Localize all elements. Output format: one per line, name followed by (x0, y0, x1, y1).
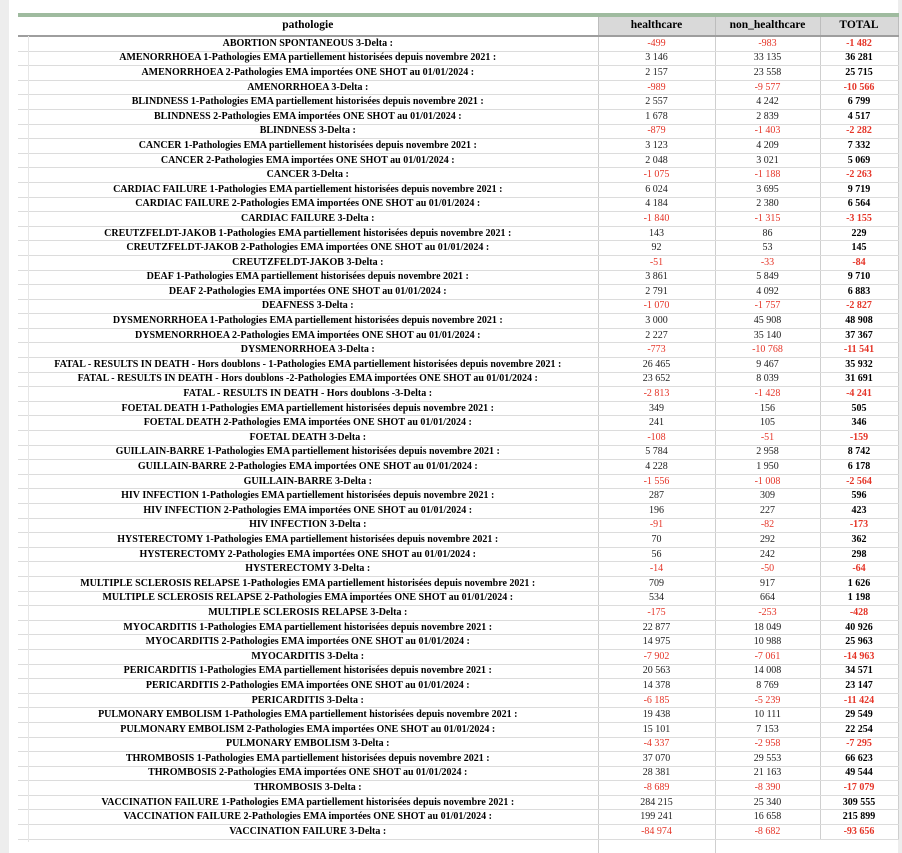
pathology-label: MULTIPLE SCLEROSIS RELAPSE 2-Pathologies EMA importées ONE SHOT au 01/01/2024 : (18, 591, 598, 606)
table-row (18, 489, 898, 504)
healthcare-value: 196 (598, 504, 715, 519)
total-value: 1 198 (820, 591, 898, 606)
column-header-non-healthcare: non_healthcare (715, 15, 820, 36)
table-row (18, 474, 898, 489)
non-healthcare-value: -50 (715, 562, 820, 577)
total-value: 36 281 (820, 51, 898, 66)
total-value: 6 564 (820, 197, 898, 212)
total-value: 25 715 (820, 66, 898, 81)
empty-cell (820, 839, 898, 853)
table-row (18, 766, 898, 781)
non-healthcare-value: -1 315 (715, 212, 820, 227)
total-value: 596 (820, 489, 898, 504)
non-healthcare-value: -8 682 (715, 825, 820, 840)
non-healthcare-value: 35 140 (715, 328, 820, 343)
table-row (18, 95, 898, 110)
total-value: 29 549 (820, 708, 898, 723)
table-row (18, 708, 898, 723)
table-row (18, 372, 898, 387)
table-row (18, 547, 898, 562)
table-row (18, 80, 898, 95)
pathology-label: DEAF 1-Pathologies EMA partiellement historisées depuis novembre 2021 : (18, 270, 598, 285)
total-value: 423 (820, 504, 898, 519)
pathology-label: CREUTZFELDT-JAKOB 1-Pathologies EMA partiellement historisées depuis novembre 2021 : (18, 226, 598, 241)
healthcare-value: -499 (598, 36, 715, 51)
healthcare-value: 2 791 (598, 285, 715, 300)
pathology-label: THROMBOSIS 2-Pathologies EMA importées ONE SHOT au 01/01/2024 : (18, 766, 598, 781)
non-healthcare-value: 242 (715, 547, 820, 562)
total-value: -2 282 (820, 124, 898, 139)
empty-cell (715, 839, 820, 853)
table-row (18, 460, 898, 475)
pathology-label: CREUTZFELDT-JAKOB 3-Delta : (18, 255, 598, 270)
table-row (18, 270, 898, 285)
non-healthcare-value: 3 695 (715, 182, 820, 197)
healthcare-value: -989 (598, 80, 715, 95)
table-row (18, 576, 898, 591)
table-row (18, 197, 898, 212)
table-row (18, 737, 898, 752)
non-healthcare-value: -33 (715, 255, 820, 270)
non-healthcare-value: -1 188 (715, 168, 820, 183)
total-value: -64 (820, 562, 898, 577)
total-value: 505 (820, 401, 898, 416)
pathology-label: FOETAL DEATH 1-Pathologies EMA partiellement historisées depuis novembre 2021 : (18, 401, 598, 416)
empty-cell (598, 839, 715, 853)
healthcare-value: -175 (598, 606, 715, 621)
healthcare-value: -1 075 (598, 168, 715, 183)
pathology-label: AMENORRHOEA 1-Pathologies EMA partiellement historisées depuis novembre 2021 : (18, 51, 598, 66)
total-value: 22 254 (820, 722, 898, 737)
pathology-label: CANCER 2-Pathologies EMA importées ONE SHOT au 01/01/2024 : (18, 153, 598, 168)
pathology-label: PERICARDITIS 3-Delta : (18, 693, 598, 708)
pathology-label: VACCINATION FAILURE 1-Pathologies EMA partiellement historisées depuis novembre 2021 : (18, 795, 598, 810)
non-healthcare-value: 45 908 (715, 314, 820, 329)
non-healthcare-value: 16 658 (715, 810, 820, 825)
column-header-healthcare: healthcare (598, 15, 715, 36)
healthcare-value: 199 241 (598, 810, 715, 825)
total-value: -2 564 (820, 474, 898, 489)
pathology-label: MYOCARDITIS 3-Delta : (18, 649, 598, 664)
pathology-label: DYSMENORRHOEA 1-Pathologies EMA partiellement historisées depuis novembre 2021 : (18, 314, 598, 329)
pathology-label: CARDIAC FAILURE 2-Pathologies EMA importées ONE SHOT au 01/01/2024 : (18, 197, 598, 212)
healthcare-value: 241 (598, 416, 715, 431)
table-row (18, 241, 898, 256)
pathology-label: HYSTERECTOMY 3-Delta : (18, 562, 598, 577)
total-value: 48 908 (820, 314, 898, 329)
pathology-label: PULMONARY EMBOLISM 2-Pathologies EMA importées ONE SHOT au 01/01/2024 : (18, 722, 598, 737)
non-healthcare-value: 4 242 (715, 95, 820, 110)
pathology-label: PERICARDITIS 1-Pathologies EMA partiellement historisées depuis novembre 2021 : (18, 664, 598, 679)
healthcare-value: 14 378 (598, 679, 715, 694)
healthcare-value: 28 381 (598, 766, 715, 781)
total-value: -4 241 (820, 387, 898, 402)
table-row (18, 795, 898, 810)
non-healthcare-value: 4 092 (715, 285, 820, 300)
non-healthcare-value: -1 403 (715, 124, 820, 139)
healthcare-value: -14 (598, 562, 715, 577)
healthcare-value: 349 (598, 401, 715, 416)
total-value: 40 926 (820, 620, 898, 635)
healthcare-value: -108 (598, 431, 715, 446)
table-row (18, 664, 898, 679)
pathology-label: BLINDNESS 1-Pathologies EMA partiellement historisées depuis novembre 2021 : (18, 95, 598, 110)
table-row (18, 212, 898, 227)
healthcare-value: 4 184 (598, 197, 715, 212)
total-value: 35 932 (820, 358, 898, 373)
total-value: 4 517 (820, 109, 898, 124)
pathology-label: DYSMENORRHOEA 3-Delta : (18, 343, 598, 358)
healthcare-value: -7 902 (598, 649, 715, 664)
table-row (18, 285, 898, 300)
pathology-label: BLINDNESS 2-Pathologies EMA importées ONE SHOT au 01/01/2024 : (18, 109, 598, 124)
pathology-label: HIV INFECTION 3-Delta : (18, 518, 598, 533)
pathology-label: CANCER 1-Pathologies EMA partiellement historisées depuis novembre 2021 : (18, 139, 598, 154)
non-healthcare-value: -8 390 (715, 781, 820, 796)
non-healthcare-value: 227 (715, 504, 820, 519)
non-healthcare-value: 21 163 (715, 766, 820, 781)
healthcare-value: 19 438 (598, 708, 715, 723)
table-row (18, 328, 898, 343)
non-healthcare-value: 53 (715, 241, 820, 256)
table-row (18, 139, 898, 154)
page-right-margin (898, 0, 902, 853)
column-header-total: TOTAL (820, 15, 898, 36)
pathology-label: CARDIAC FAILURE 3-Delta : (18, 212, 598, 227)
table-row (18, 781, 898, 796)
total-value: 346 (820, 416, 898, 431)
non-healthcare-value: 8 769 (715, 679, 820, 694)
total-value: -93 656 (820, 825, 898, 840)
table-row (18, 314, 898, 329)
healthcare-value: -1 840 (598, 212, 715, 227)
healthcare-value: 26 465 (598, 358, 715, 373)
total-value: -7 295 (820, 737, 898, 752)
pathology-label: PERICARDITIS 2-Pathologies EMA importées ONE SHOT au 01/01/2024 : (18, 679, 598, 694)
healthcare-value: 709 (598, 576, 715, 591)
table-row (18, 620, 898, 635)
non-healthcare-value: 8 039 (715, 372, 820, 387)
non-healthcare-value: -51 (715, 431, 820, 446)
total-value: 9 710 (820, 270, 898, 285)
healthcare-value: 15 101 (598, 722, 715, 737)
non-healthcare-value: -10 768 (715, 343, 820, 358)
table-row (18, 591, 898, 606)
table-row (18, 518, 898, 533)
non-healthcare-value: 18 049 (715, 620, 820, 635)
table-row (18, 299, 898, 314)
non-healthcare-value: 25 340 (715, 795, 820, 810)
pathology-label: PULMONARY EMBOLISM 3-Delta : (18, 737, 598, 752)
table-row (18, 533, 898, 548)
healthcare-value: 2 557 (598, 95, 715, 110)
pathology-label: VACCINATION FAILURE 3-Delta : (18, 825, 598, 840)
total-value: -11 424 (820, 693, 898, 708)
table-row (18, 606, 898, 621)
pathology-label: THROMBOSIS 3-Delta : (18, 781, 598, 796)
non-healthcare-value: -983 (715, 36, 820, 51)
table-row (18, 562, 898, 577)
total-value: 37 367 (820, 328, 898, 343)
pathology-label: MYOCARDITIS 1-Pathologies EMA partiellement historisées depuis novembre 2021 : (18, 620, 598, 635)
pathology-label: CARDIAC FAILURE 1-Pathologies EMA partiellement historisées depuis novembre 2021 : (18, 182, 598, 197)
pathology-table (18, 13, 899, 853)
pathology-label: GUILLAIN-BARRE 3-Delta : (18, 474, 598, 489)
total-value: 298 (820, 547, 898, 562)
pathology-label: DYSMENORRHOEA 2-Pathologies EMA importées ONE SHOT au 01/01/2024 : (18, 328, 598, 343)
healthcare-value: 2 157 (598, 66, 715, 81)
total-value: -428 (820, 606, 898, 621)
total-value: 5 069 (820, 153, 898, 168)
non-healthcare-value: 86 (715, 226, 820, 241)
non-healthcare-value: -1 428 (715, 387, 820, 402)
healthcare-value: -6 185 (598, 693, 715, 708)
pathology-label: PULMONARY EMBOLISM 1-Pathologies EMA partiellement historisées depuis novembre 2021 : (18, 708, 598, 723)
table-row (18, 51, 898, 66)
non-healthcare-value: 156 (715, 401, 820, 416)
total-value: -2 827 (820, 299, 898, 314)
healthcare-value: 14 975 (598, 635, 715, 650)
pathology-label: FATAL - RESULTS IN DEATH - Hors doublons -2-Pathologies EMA importées ONE SHOT au 01/01/2024 : (18, 372, 598, 387)
non-healthcare-value: 4 209 (715, 139, 820, 154)
pathology-label: DEAFNESS 3-Delta : (18, 299, 598, 314)
table-row (18, 825, 898, 840)
table-row (18, 810, 898, 825)
total-value: 31 691 (820, 372, 898, 387)
table-row (18, 226, 898, 241)
healthcare-value: 92 (598, 241, 715, 256)
non-healthcare-value: 2 380 (715, 197, 820, 212)
pathology-label: HYSTERECTOMY 1-Pathologies EMA partiellement historisées depuis novembre 2021 : (18, 533, 598, 548)
total-value: 229 (820, 226, 898, 241)
total-value: 23 147 (820, 679, 898, 694)
table-row (18, 649, 898, 664)
pathology-label: MULTIPLE SCLEROSIS RELAPSE 1-Pathologies EMA partiellement historisées depuis novembre 2021 : (18, 576, 598, 591)
total-value: 9 719 (820, 182, 898, 197)
table-row (18, 752, 898, 767)
healthcare-value: 56 (598, 547, 715, 562)
healthcare-value: -879 (598, 124, 715, 139)
healthcare-value: -51 (598, 255, 715, 270)
total-value: 8 742 (820, 445, 898, 460)
total-value: -14 963 (820, 649, 898, 664)
pathology-label: AMENORRHOEA 3-Delta : (18, 80, 598, 95)
total-value: -10 566 (820, 80, 898, 95)
total-value: -2 263 (820, 168, 898, 183)
table-row (18, 168, 898, 183)
pathology-label: MULTIPLE SCLEROSIS RELAPSE 3-Delta : (18, 606, 598, 621)
healthcare-value: 70 (598, 533, 715, 548)
pathology-label: VACCINATION FAILURE 2-Pathologies EMA importées ONE SHOT au 01/01/2024 : (18, 810, 598, 825)
page-left-margin (0, 0, 9, 853)
pathology-label: GUILLAIN-BARRE 1-Pathologies EMA partiellement historisées depuis novembre 2021 : (18, 445, 598, 460)
healthcare-value: -8 689 (598, 781, 715, 796)
total-value: 7 332 (820, 139, 898, 154)
table-row (18, 66, 898, 81)
table-row (18, 693, 898, 708)
pathology-label: CREUTZFELDT-JAKOB 2-Pathologies EMA importées ONE SHOT au 01/01/2024 : (18, 241, 598, 256)
healthcare-value: -773 (598, 343, 715, 358)
non-healthcare-value: 664 (715, 591, 820, 606)
healthcare-value: 5 784 (598, 445, 715, 460)
non-healthcare-value: 917 (715, 576, 820, 591)
healthcare-value: -1 556 (598, 474, 715, 489)
total-value: 6 799 (820, 95, 898, 110)
total-value: -173 (820, 518, 898, 533)
healthcare-value: 3 146 (598, 51, 715, 66)
total-value: 309 555 (820, 795, 898, 810)
non-healthcare-value: -253 (715, 606, 820, 621)
table-row (18, 255, 898, 270)
total-value: -1 482 (820, 36, 898, 51)
healthcare-value: 22 877 (598, 620, 715, 635)
total-value: 66 623 (820, 752, 898, 767)
non-healthcare-value: 1 950 (715, 460, 820, 475)
table-row (18, 109, 898, 124)
non-healthcare-value: -1 757 (715, 299, 820, 314)
pathology-label: CANCER 3-Delta : (18, 168, 598, 183)
total-value: -159 (820, 431, 898, 446)
non-healthcare-value: 105 (715, 416, 820, 431)
non-healthcare-value: -82 (715, 518, 820, 533)
table-row (18, 153, 898, 168)
healthcare-value: -1 070 (598, 299, 715, 314)
pathology-label: MYOCARDITIS 2-Pathologies EMA importées ONE SHOT au 01/01/2024 : (18, 635, 598, 650)
pathology-label: HIV INFECTION 1-Pathologies EMA partiellement historisées depuis novembre 2021 : (18, 489, 598, 504)
non-healthcare-value: 10 111 (715, 708, 820, 723)
pathology-label: ABORTION SPONTANEOUS 3-Delta : (18, 36, 598, 51)
non-healthcare-value: 29 553 (715, 752, 820, 767)
pathology-label: GUILLAIN-BARRE 2-Pathologies EMA importées ONE SHOT au 01/01/2024 : (18, 460, 598, 475)
healthcare-value: 3 000 (598, 314, 715, 329)
table-row (18, 343, 898, 358)
non-healthcare-value: -1 008 (715, 474, 820, 489)
pathology-label: FOETAL DEATH 3-Delta : (18, 431, 598, 446)
healthcare-value: -84 974 (598, 825, 715, 840)
table-row (18, 722, 898, 737)
non-healthcare-value: -7 061 (715, 649, 820, 664)
healthcare-value: 287 (598, 489, 715, 504)
table-row (18, 445, 898, 460)
total-value: 145 (820, 241, 898, 256)
column-header-pathologie: pathologie (18, 15, 598, 36)
pathology-label: HYSTERECTOMY 2-Pathologies EMA importées ONE SHOT au 01/01/2024 : (18, 547, 598, 562)
healthcare-value: 534 (598, 591, 715, 606)
pathology-label: FATAL - RESULTS IN DEATH - Hors doublons -3-Delta : (18, 387, 598, 402)
total-value: 1 626 (820, 576, 898, 591)
table-row (18, 431, 898, 446)
total-value: -84 (820, 255, 898, 270)
pathology-label: BLINDNESS 3-Delta : (18, 124, 598, 139)
non-healthcare-value: 3 021 (715, 153, 820, 168)
table-row (18, 358, 898, 373)
table-row (18, 679, 898, 694)
total-value: 6 178 (820, 460, 898, 475)
healthcare-value: 37 070 (598, 752, 715, 767)
total-value: -11 541 (820, 343, 898, 358)
total-value: 6 883 (820, 285, 898, 300)
non-healthcare-value: 7 153 (715, 722, 820, 737)
header-row (18, 15, 898, 36)
total-value: 215 899 (820, 810, 898, 825)
healthcare-value: 1 678 (598, 109, 715, 124)
non-healthcare-value: 292 (715, 533, 820, 548)
empty-row (18, 839, 898, 853)
pathology-label: FOETAL DEATH 2-Pathologies EMA importées ONE SHOT au 01/01/2024 : (18, 416, 598, 431)
non-healthcare-value: 33 135 (715, 51, 820, 66)
total-value: 25 963 (820, 635, 898, 650)
pathology-label: FATAL - RESULTS IN DEATH - Hors doublons - 1-Pathologies EMA partiellement historisées depuis novembre 2021 : (18, 358, 598, 373)
non-healthcare-value: 309 (715, 489, 820, 504)
non-healthcare-value: 10 988 (715, 635, 820, 650)
total-value: 362 (820, 533, 898, 548)
table-row (18, 36, 898, 51)
table-row (18, 124, 898, 139)
non-healthcare-value: -9 577 (715, 80, 820, 95)
non-healthcare-value: 23 558 (715, 66, 820, 81)
healthcare-value: 4 228 (598, 460, 715, 475)
healthcare-value: 23 652 (598, 372, 715, 387)
total-value: 49 544 (820, 766, 898, 781)
healthcare-value: 20 563 (598, 664, 715, 679)
healthcare-value: 6 024 (598, 182, 715, 197)
healthcare-value: 143 (598, 226, 715, 241)
pathology-label: HIV INFECTION 2-Pathologies EMA importées ONE SHOT au 01/01/2024 : (18, 504, 598, 519)
healthcare-value: 3 861 (598, 270, 715, 285)
table-row (18, 387, 898, 402)
non-healthcare-value: 5 849 (715, 270, 820, 285)
healthcare-value: 3 123 (598, 139, 715, 154)
healthcare-value: 2 048 (598, 153, 715, 168)
non-healthcare-value: 9 467 (715, 358, 820, 373)
total-value: -17 079 (820, 781, 898, 796)
non-healthcare-value: -5 239 (715, 693, 820, 708)
total-value: 34 571 (820, 664, 898, 679)
healthcare-value: 284 215 (598, 795, 715, 810)
table-row (18, 635, 898, 650)
healthcare-value: -2 813 (598, 387, 715, 402)
healthcare-value: -91 (598, 518, 715, 533)
table-row (18, 401, 898, 416)
pathology-label: DEAF 2-Pathologies EMA importées ONE SHOT au 01/01/2024 : (18, 285, 598, 300)
pathology-label: THROMBOSIS 1-Pathologies EMA partiellement historisées depuis novembre 2021 : (18, 752, 598, 767)
non-healthcare-value: 14 008 (715, 664, 820, 679)
healthcare-value: 2 227 (598, 328, 715, 343)
total-value: -3 155 (820, 212, 898, 227)
table-row (18, 416, 898, 431)
pathology-label: AMENORRHOEA 2-Pathologies EMA importées ONE SHOT au 01/01/2024 : (18, 66, 598, 81)
empty-cell (18, 839, 598, 853)
table-row (18, 504, 898, 519)
non-healthcare-value: -2 958 (715, 737, 820, 752)
non-healthcare-value: 2 839 (715, 109, 820, 124)
healthcare-value: -4 337 (598, 737, 715, 752)
table-row (18, 182, 898, 197)
non-healthcare-value: 2 958 (715, 445, 820, 460)
